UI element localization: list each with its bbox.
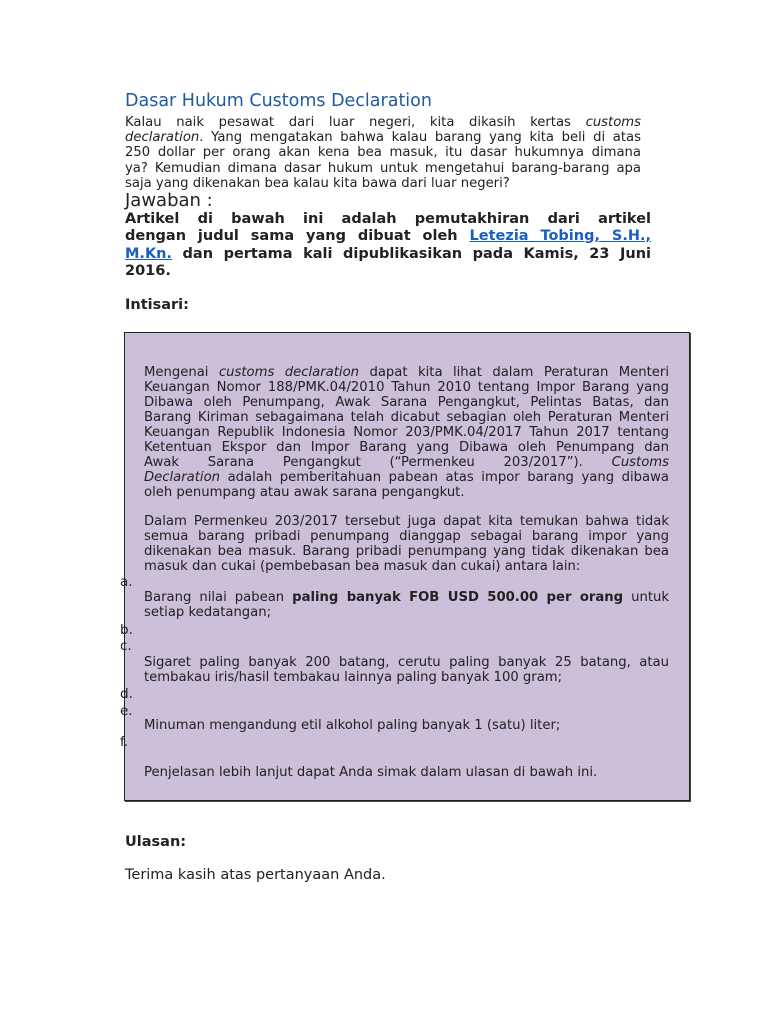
page-title: Dasar Hukum Customs Declaration: [125, 91, 432, 111]
regulation-link-203-l4[interactable]: Awak Sarana Pengangkut: [144, 455, 361, 470]
regulation-link-203[interactable]: Peraturan Menteri: [547, 410, 669, 425]
intro-paragraph: Artikel di bawah ini adalah pemutakhiran dari artikel dengan judul sama yang dibuat oleh Letezia Tobing, S.H., M.Kn. dan pertama kali dipublikasikan pada Kamis, 23 Juni 2016.: [125, 211, 651, 279]
regulation-link-203-l3[interactable]: Ketentuan Ekspor dan Impor Barang yang Dibawa oleh Penumpang dan: [144, 440, 669, 455]
author-link-cont[interactable]: M.Kn.: [125, 245, 173, 262]
list-marker: a.: [120, 574, 133, 590]
list-marker: b.: [120, 622, 133, 638]
ulasan-label: Ulasan:: [125, 834, 187, 850]
list-item: Barang nilai pabean paling banyak FOB USD 500.00 per orang untuk setiap kedatangan;: [144, 590, 669, 620]
intisari-paragraph-1: Mengenai customs declaration dapat kita lihat dalam Peraturan Menteri Keuangan Nomor 188/PMK.04/2010 Tahun 2010 tentang Impor Barang yang Dibawa oleh Penumpang, Awak Sarana Pengangkut, Pelintas Batas, dan Barang Kiriman sebagaimana telah dicabut sebagian oleh Peraturan Menteri Keuangan Republik Indonesia Nomor 203/PMK.04/2017 Tahun 2017 tentang Ketentuan Ekspor dan Impor Barang yang Dibawa oleh Penumpang dan Awak Sarana Pengangkut (“Permenkeu 203/2017”). Customs Declaration adalah pemberitahuan pabean atas impor barang yang dibawa oleh penumpang atau awak sarana pengangkut.: [144, 365, 670, 500]
regulation-link-188[interactable]: Peraturan Menteri: [543, 365, 669, 380]
list-marker: d.: [120, 686, 133, 702]
intisari-paragraph-2: Dalam Permenkeu 203/2017 tersebut juga dapat kita temukan bahwa tidak semua barang pribadi penumpang dianggap sebagai barang impor yang dikenakan bea masuk. Barang pribadi penumpang yang tidak dikenakan bea masuk dan cukai (pembebasan bea masuk dan cukai) antara lain:: [144, 514, 669, 574]
list-item: Minuman mengandung etil alkohol paling banyak 1 (satu) liter;: [144, 718, 561, 733]
list-marker: f.: [120, 734, 129, 750]
intisari-label: Intisari:: [125, 297, 189, 313]
author-link[interactable]: Letezia Tobing, S.H.,: [469, 228, 651, 245]
list-item: Sigaret paling banyak 200 batang, cerutu paling banyak 25 batang, atau tembakau iris/hasil tembakau lainnya paling banyak 100 gram;: [144, 655, 669, 685]
question-paragraph: Kalau naik pesawat dari luar negeri, kita dikasih kertas customs declaration. Yang mengatakan bahwa kalau barang yang kita beli di atas 250 dollar per orang akan kena bea masuk, itu dasar hukumnya dimana ya? Kemudian dimana dasar hukum untuk mengetahui barang-barang apa saja yang dikenakan bea kalau kita bawa dari luar negeri?: [125, 115, 641, 191]
answer-heading: Jawaban :: [125, 190, 213, 211]
list-marker: c.: [120, 638, 132, 654]
regulation-link-188-l4[interactable]: Barang Kiriman: [144, 410, 249, 425]
regulation-link-188-l2[interactable]: Keuangan Nomor 188/PMK.04/2010 Tahun 2010 tentang Impor Barang yang: [144, 380, 669, 395]
regulation-link-203-l2[interactable]: Keuangan Republik Indonesia Nomor 203/PMK.04/2017 Tahun 2017 tentang: [144, 425, 669, 440]
intisari-closing: Penjelasan lebih lanjut dapat Anda simak dalam ulasan di bawah ini.: [144, 765, 598, 780]
regulation-link-188-l3[interactable]: Dibawa oleh Penumpang, Awak Sarana Pengangkut, Pelintas Batas, dan: [144, 395, 669, 410]
list-marker: e.: [120, 703, 133, 719]
thanks-text: Terima kasih atas pertanyaan Anda.: [125, 867, 386, 883]
